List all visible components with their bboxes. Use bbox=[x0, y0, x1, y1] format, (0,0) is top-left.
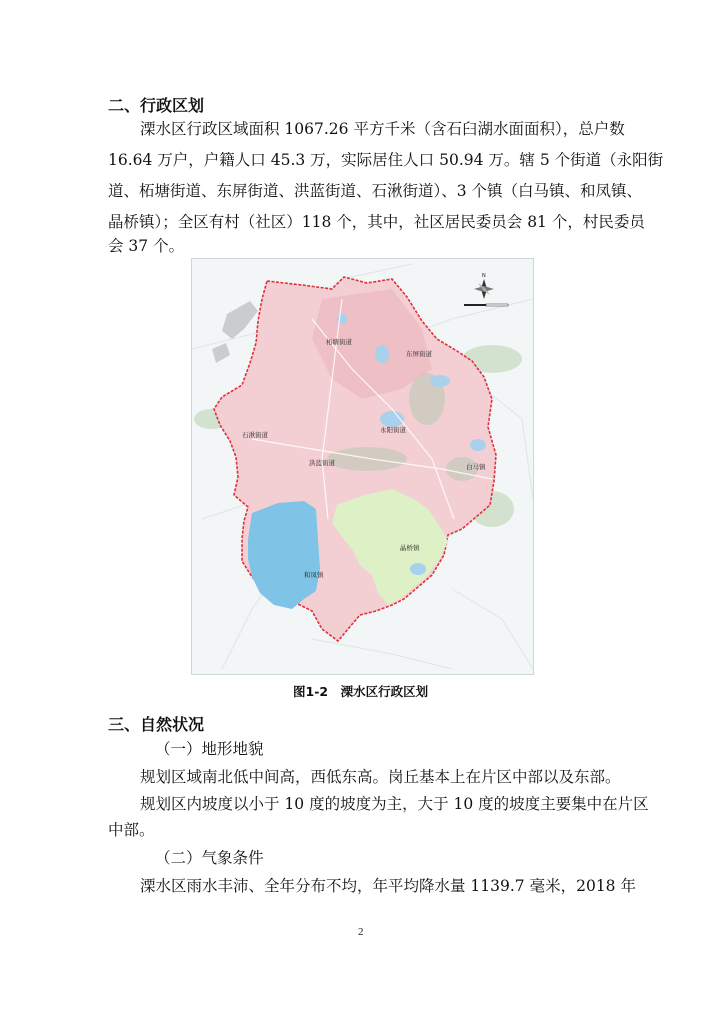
page-number: 2 bbox=[358, 926, 364, 938]
subheading-climate: （二）气象条件 bbox=[155, 849, 264, 867]
paragraph-line: 中部。 bbox=[108, 821, 155, 839]
label-honglan: 洪蓝街道 bbox=[309, 459, 335, 467]
north-label: N bbox=[482, 273, 486, 279]
paragraph-line: 溧水区行政区域面积 1067.26 平方千米（含石臼湖水面面积），总户数 bbox=[140, 120, 625, 138]
paragraph-line: 道、柘塘街道、东屏街道、洪蓝街道、石湫街道）、3 个镇（白马镇、和凤镇、 bbox=[108, 182, 643, 200]
label-yongyang: 永阳街道 bbox=[380, 426, 406, 434]
north-arrow-icon bbox=[474, 273, 494, 299]
paragraph-line: 16.64 万户，户籍人口 45.3 万，实际居住人口 50.94 万。辖 5 个街道（永阳街 bbox=[108, 151, 664, 169]
subheading-terrain: （一）地形地貌 bbox=[155, 740, 264, 758]
paragraph-line: 溧水区雨水丰沛、全年分布不均，年平均降水量 1139.7 毫米，2018 年 bbox=[140, 877, 636, 895]
section-heading-administrative: 二、行政区划 bbox=[108, 96, 205, 115]
district-map bbox=[191, 258, 534, 675]
scale-bar bbox=[464, 304, 508, 306]
label-hefeng: 和凤镇 bbox=[304, 571, 324, 579]
label-dongping: 东屏街道 bbox=[406, 350, 432, 358]
paragraph-line: 晶桥镇）；全区有村（社区）118 个，其中，社区居民委员会 81 个，村民委员 bbox=[108, 213, 645, 231]
label-zhetang: 柘塘街道 bbox=[326, 338, 352, 346]
paragraph-line: 规划区内坡度以小于 10 度的坡度为主，大于 10 度的坡度主要集中在片区 bbox=[140, 795, 649, 813]
figure-caption: 图1-2 溧水区行政区划 bbox=[293, 684, 429, 699]
section-heading-natural: 三、自然状况 bbox=[108, 715, 205, 734]
paragraph-line: 会 37 个。 bbox=[108, 237, 185, 255]
district-map-svg bbox=[192, 259, 533, 674]
label-shiqiu: 石湫街道 bbox=[242, 431, 268, 439]
paragraph-line: 规划区域南北低中间高，西低东高。岗丘基本上在片区中部以及东部。 bbox=[140, 768, 621, 786]
label-jingqiao: 晶桥镇 bbox=[400, 544, 420, 552]
urban-area bbox=[212, 301, 258, 363]
label-baima: 白马镇 bbox=[466, 463, 486, 471]
shijiu-lake bbox=[248, 501, 320, 609]
